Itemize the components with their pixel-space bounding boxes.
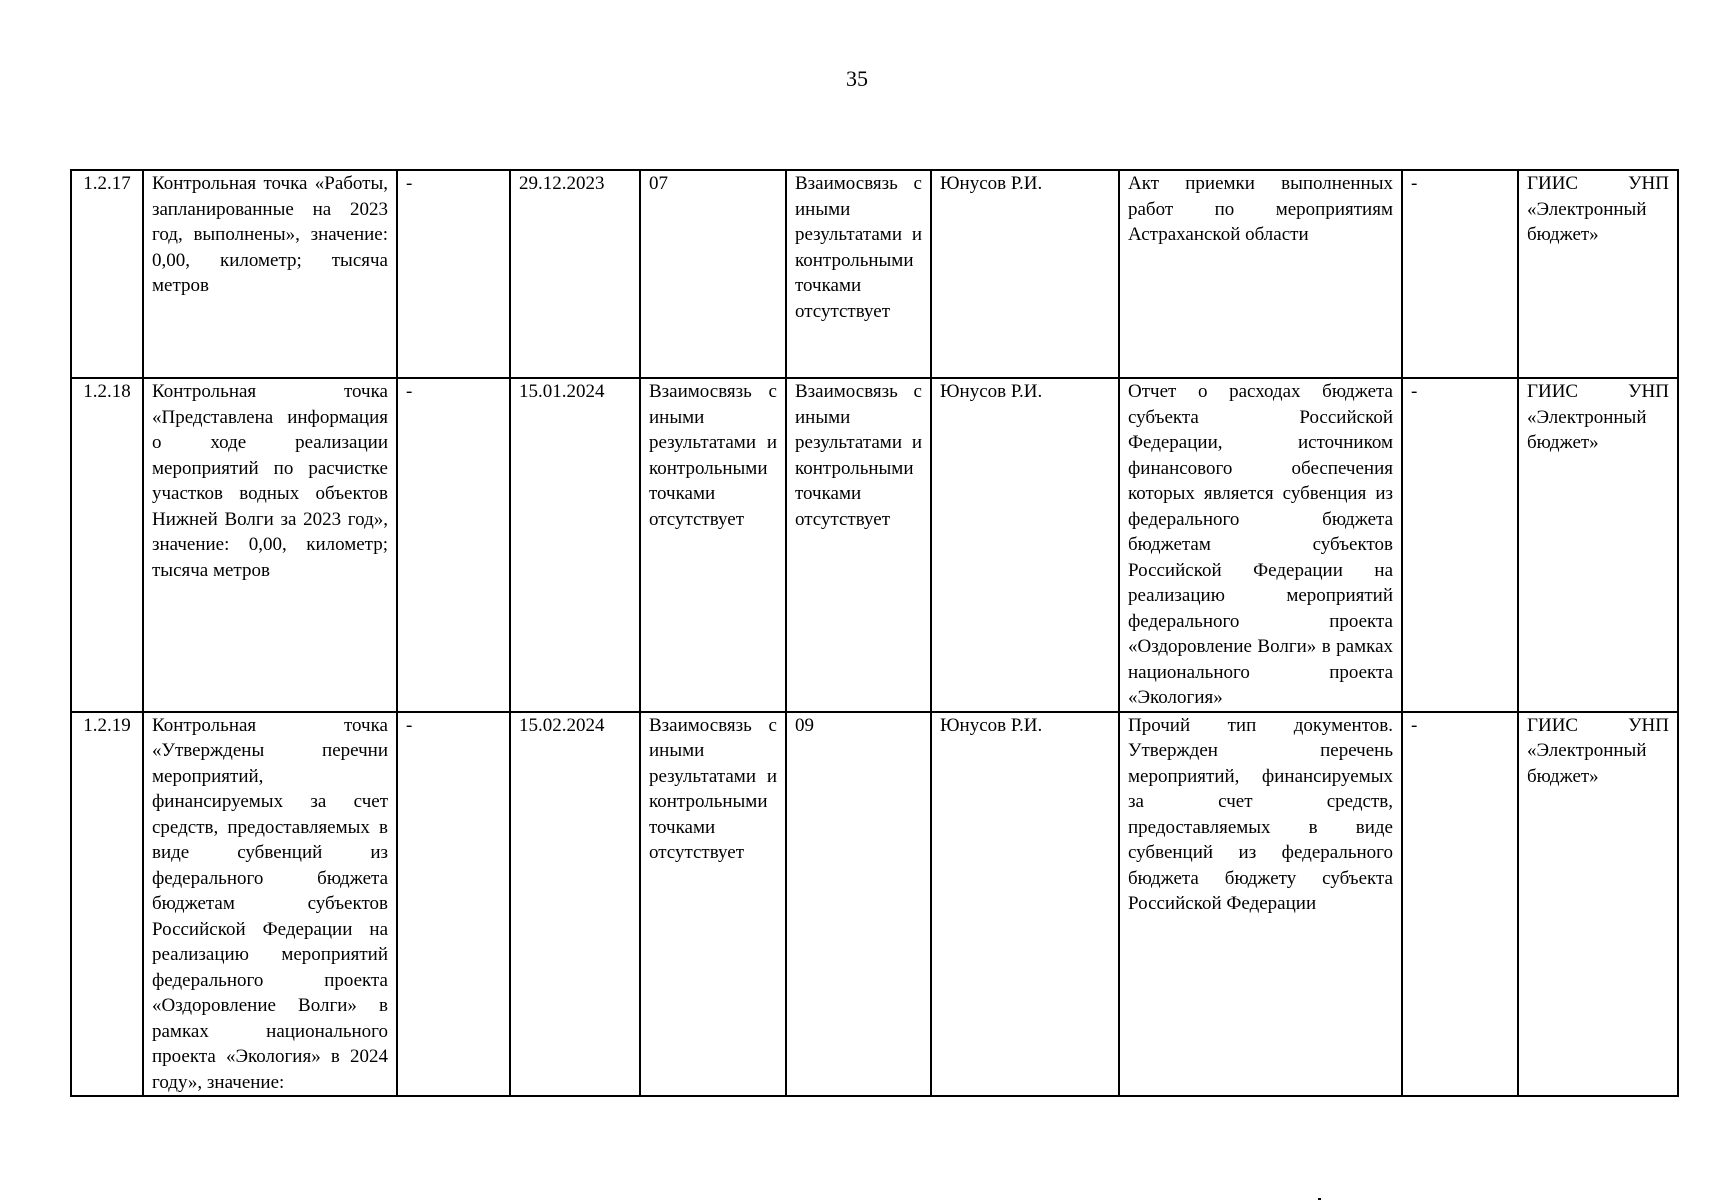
responsible: Юнусов Р.И. [931, 378, 1119, 712]
successor: 09 [786, 712, 931, 1097]
control-point-name: Контрольная точка «Утверждены перечни мероприятий, финансируемых за счет средств, предоставляемых в виде субвенций из федерального бюджета бюджетам субъектов Российской Федерации на реализацию мероприятий федерального проекта «Оздоровление Волги» в рамках национального проекта «Экология» в 2024 году», значение: [143, 712, 397, 1097]
document-type: Акт приемки выполненных работ по мероприятиям Астраханской области [1119, 170, 1402, 378]
predecessor: Взаимосвязь с иными результатами и контрольными точками отсутствует [640, 378, 786, 712]
start-date: - [397, 378, 510, 712]
row-number: 1.2.17 [71, 170, 143, 378]
predecessor: 07 [640, 170, 786, 378]
document-type: Отчет о расходах бюджета субъекта Российской Федерации, источником финансового обеспечения которых является субвенция из федерального бюджета бюджетам субъектов Российской Федерации на реализацию мероприятий федерального проекта «Оздоровление Волги» в рамках национального проекта «Экология» [1119, 378, 1402, 712]
extra-info: - [1402, 170, 1518, 378]
table-row [71, 712, 1678, 1097]
information-system: ГИИС УНП «Электронный бюджет» [1518, 378, 1678, 712]
end-date: 15.01.2024 [510, 378, 640, 712]
table-row [71, 170, 1678, 378]
page-number: 35 [846, 66, 868, 91]
document-type: Прочий тип документов. Утвержден перечень мероприятий, финансируемых за счет средств, предоставляемых в виде субвенций из федерального бюджета бюджету субъекта Российской Федерации [1119, 712, 1402, 1097]
successor: Взаимосвязь с иными результатами и контрольными точками отсутствует [786, 378, 931, 712]
end-date: 15.02.2024 [510, 712, 640, 1097]
extra-info: - [1402, 712, 1518, 1097]
control-point-name: Контрольная точка «Представлена информация о ходе реализации мероприятий по расчистке участков водных объектов Нижней Волги за 2023 год», значение: 0,00, километр; тысяча метров [143, 378, 397, 712]
predecessor: Взаимосвязь с иными результатами и контрольными точками отсутствует [640, 712, 786, 1097]
start-date: - [397, 170, 510, 378]
row-number: 1.2.19 [71, 712, 143, 1097]
start-date: - [397, 712, 510, 1097]
successor: Взаимосвязь с иными результатами и контрольными точками отсутствует [786, 170, 931, 378]
responsible: Юнусов Р.И. [931, 712, 1119, 1097]
extra-info: - [1402, 378, 1518, 712]
information-system: ГИИС УНП «Электронный бюджет» [1518, 170, 1678, 378]
end-date: 29.12.2023 [510, 170, 640, 378]
control-points-table [70, 169, 1679, 1097]
table-row [71, 378, 1678, 712]
control-point-name: Контрольная точка «Работы, запланированные на 2023 год, выполнены», значение: 0,00, километр; тысяча метров [143, 170, 397, 378]
information-system: ГИИС УНП «Электронный бюджет» [1518, 712, 1678, 1097]
row-number: 1.2.18 [71, 378, 143, 712]
responsible: Юнусов Р.И. [931, 170, 1119, 378]
